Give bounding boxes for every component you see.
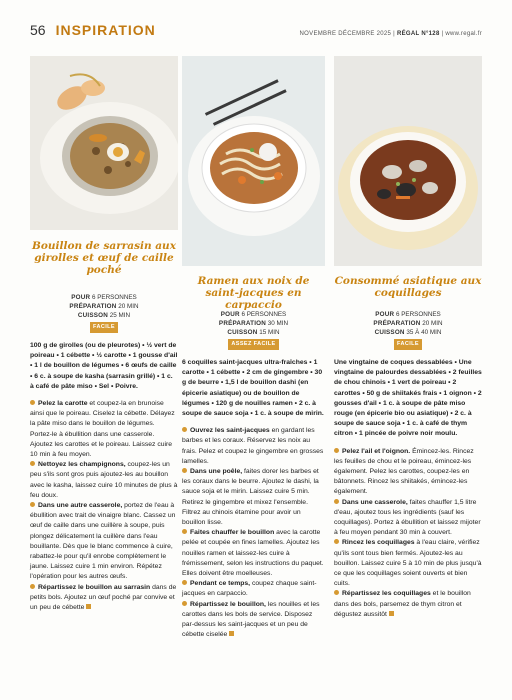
bullet-icon	[30, 502, 35, 507]
step: Dans une casserole, faites chauffer 1,5 litre d'eau, ajoutez tous les ingrédients (sauf les coquillages). Portez à ébullition et laissez mijoter à feu moyen pendant 30 min à couvert.	[334, 498, 481, 537]
servings-value: 6 PERSONNES	[241, 311, 287, 318]
page-number: 56	[30, 22, 46, 38]
servings-label: POUR	[220, 311, 240, 318]
recipe-photo-consomme	[334, 56, 482, 266]
step: Faites chauffer le bouillon avec la carotte pelée et coupée en fines lamelles. Ajoutez les nouilles ramen et laissez-les cuire à frémissement, selon les instructions du paquet. Elles doivent être moelleuses.	[182, 529, 324, 578]
bullet-icon	[182, 601, 187, 606]
recipe-column-1	[30, 56, 178, 613]
servings-value: 6 PERSONNES	[395, 311, 441, 318]
recipe-meta	[182, 310, 325, 350]
buckwheat-broth-illustration	[30, 56, 178, 230]
prep-label: PRÉPARATION	[373, 320, 421, 327]
servings-label: POUR	[375, 311, 395, 318]
servings-value: 6 PERSONNES	[91, 294, 137, 301]
bullet-icon	[182, 529, 187, 534]
recipe-meta	[334, 310, 482, 350]
prep-value: 20 MIN	[118, 303, 139, 310]
ingredients-list: Une vingtaine de coques dessablées • Une vingtaine de palourdes dessablées • 2 feuilles de chou chinois • 1 vert de poireau • 2 carottes • 50 g de shiitakés frais • 1 oignon • 2 gousses d'ail • 1 c. à soupe de pâte miso rouge (en épicerie bio ou asiatique) • 2 c. à soupe de sauce soja • 1 c. à café de thym citron • 1 pincée de poivre noir moulu.	[334, 359, 482, 438]
website: www.regal.fr	[445, 31, 482, 37]
step: Dans une autre casserole, portez de l'eau à ébullition avec trait de vinaigre blanc. Cassez un œuf de caille dans une cuillère à soupe, puis plongez délicatement la cuillère dans l'eau bouillante. Dès que le blanc commence à cuire, rabattez-le pour qu'il enrobe complètement le jaune. Laissez cuire 1 min environ. Répétez l'opération pour les autres œufs.	[30, 502, 176, 581]
difficulty-badge: FACILE	[90, 322, 118, 333]
bullet-icon	[334, 590, 339, 595]
servings-label: POUR	[71, 294, 91, 301]
prep-value: 30 MIN	[267, 320, 289, 327]
recipe-steps	[334, 447, 482, 620]
cook-value: 25 MIN	[109, 312, 131, 319]
step: Répartissez le bouillon, les nouilles et les carottes dans les bols de service. Disposez par-dessus les saint-jacques et un peu de cébette ciselée	[182, 600, 320, 639]
bullet-icon	[334, 539, 339, 544]
prep-label: PRÉPARATION	[69, 303, 117, 310]
recipe-column-3	[334, 56, 482, 620]
end-mark-icon	[229, 631, 234, 636]
prep-label: PRÉPARATION	[218, 320, 267, 327]
step: Pelez la carotte et coupez-la en brunoise ainsi que le poireau. Ciselez la cébette. Délayez la pâte miso dans le bouillon de légumes. Portez-le à ébullition dans une casserole. Ajoutez les carottes et le poireau. Laissez cuire 10 min à feu moyen.	[30, 400, 175, 459]
difficulty-badge: FACILE	[394, 339, 422, 350]
step: Pelez l'ail et l'oignon. Émincez-les. Rincez les feuilles de chou et le poireau, émincez-les également. Pelez les carottes, coupez-les en bâtonnets. Rincez les shiitakés, émincez-les également.	[334, 447, 474, 496]
ingredients-list: 100 g de girolles (ou de pleurotes) • ½ vert de poireau • 1 cébette • ½ carotte • 1 gousse d'ail • 1 l de bouillon de légumes • 6 œufs de caille • 6 c. à soupe de kasha (sarrasin grillé) • 1 c. à café de pâte miso • Sel • Poivre.	[30, 342, 178, 390]
end-mark-icon	[86, 604, 91, 609]
step: Répartissez le bouillon au sarrasin dans de petits bols. Ajoutez un œuf poché par convive et un peu de cébette	[30, 583, 177, 612]
cook-label: CUISSON	[77, 312, 109, 319]
bullet-icon	[182, 580, 187, 585]
recipe-column-2	[182, 56, 325, 640]
cook-label: CUISSON	[374, 329, 405, 336]
bullet-icon	[334, 499, 339, 504]
step: Nettoyez les champignons, coupez-les un peu s'ils sont gros puis ajoutez-les au bouillon avec le kasha, laissez cuire 10 minutes de plus à feu doux.	[30, 461, 178, 499]
step: Rincez les coquillages à l'eau claire, vérifiez qu'ils sont tous bien fermés. Ajoutez-les au bouillon. Laissez cuire 5 à 10 min de plus jusqu'à ce que les coquillages soient ouverts et bien cuits.	[334, 539, 482, 588]
bullet-icon	[334, 448, 339, 453]
cook-value: 35 À 40 MIN	[406, 329, 442, 336]
recipe-meta	[30, 293, 178, 333]
cook-label: CUISSON	[227, 329, 258, 336]
recipe-steps	[30, 399, 178, 613]
end-mark-icon	[389, 611, 394, 616]
recipe-title: Consommé asiatique aux coquillages	[334, 275, 482, 299]
bullet-icon	[30, 461, 35, 466]
ramen-illustration	[182, 56, 325, 266]
issue-date: NOVEMBRE DÉCEMBRE 2025	[299, 31, 392, 37]
step: Dans une poêle, faites dorer les barbes et les coraux dans le beurre. Ajoutez le dashi, la sauce soja et le mirin. Laissez cuire 5 min. Retirez le gingembre et mixez l'ensemble. Filtrez au chinois étamine pour avoir un bouillon lisse.	[182, 468, 319, 527]
bullet-icon	[30, 584, 35, 589]
recipe-title: Ramen aux noix de saint-jacques en carpaccio	[197, 275, 310, 311]
recipe-steps	[182, 426, 325, 640]
bullet-icon	[30, 400, 35, 405]
ingredients-list: 6 coquilles saint-jacques ultra-fraîches • 1 carotte • 1 cébette • 2 cm de gingembre • 30 g de beurre • 1,5 l de bouillon dashi (en épicerie asiatique) ou de bouillon de légumes • 120 g de nouilles ramen • 2 c. à soupe de sauce soja • 1 c. à soupe de mirin.	[182, 359, 324, 418]
step: Ouvrez les saint-jacques en gardant les barbes et les coraux. Réservez les noix au frais. Pelez et coupez le gingembre en grosses lamelles.	[182, 427, 324, 465]
cook-value: 15 MIN	[259, 329, 280, 336]
prep-value: 20 MIN	[422, 320, 443, 327]
magazine-name: RÉGAL N°128	[396, 31, 440, 37]
consomme-illustration	[334, 56, 482, 266]
recipe-photo-buckwheat-broth	[30, 56, 178, 230]
difficulty-badge: ASSEZ FACILE	[228, 339, 278, 350]
bullet-icon	[182, 468, 187, 473]
issue-info: NOVEMBRE DÉCEMBRE 2025 | RÉGAL N°128 | www.regal.fr	[299, 31, 482, 37]
recipe-title: Bouillon de sarrasin aux girolles et œuf de caille poché	[32, 240, 176, 276]
bullet-icon	[182, 427, 187, 432]
section-title: INSPIRATION	[55, 22, 156, 38]
recipe-photo-ramen	[182, 56, 325, 266]
step: Pendant ce temps, coupez chaque saint-jacques en carpaccio.	[182, 580, 317, 598]
page-header	[30, 22, 482, 42]
step: Répartissez les coquillages et le bouillon dans des bols, parsemez de thym citron et dégustez aussitôt	[334, 590, 471, 618]
